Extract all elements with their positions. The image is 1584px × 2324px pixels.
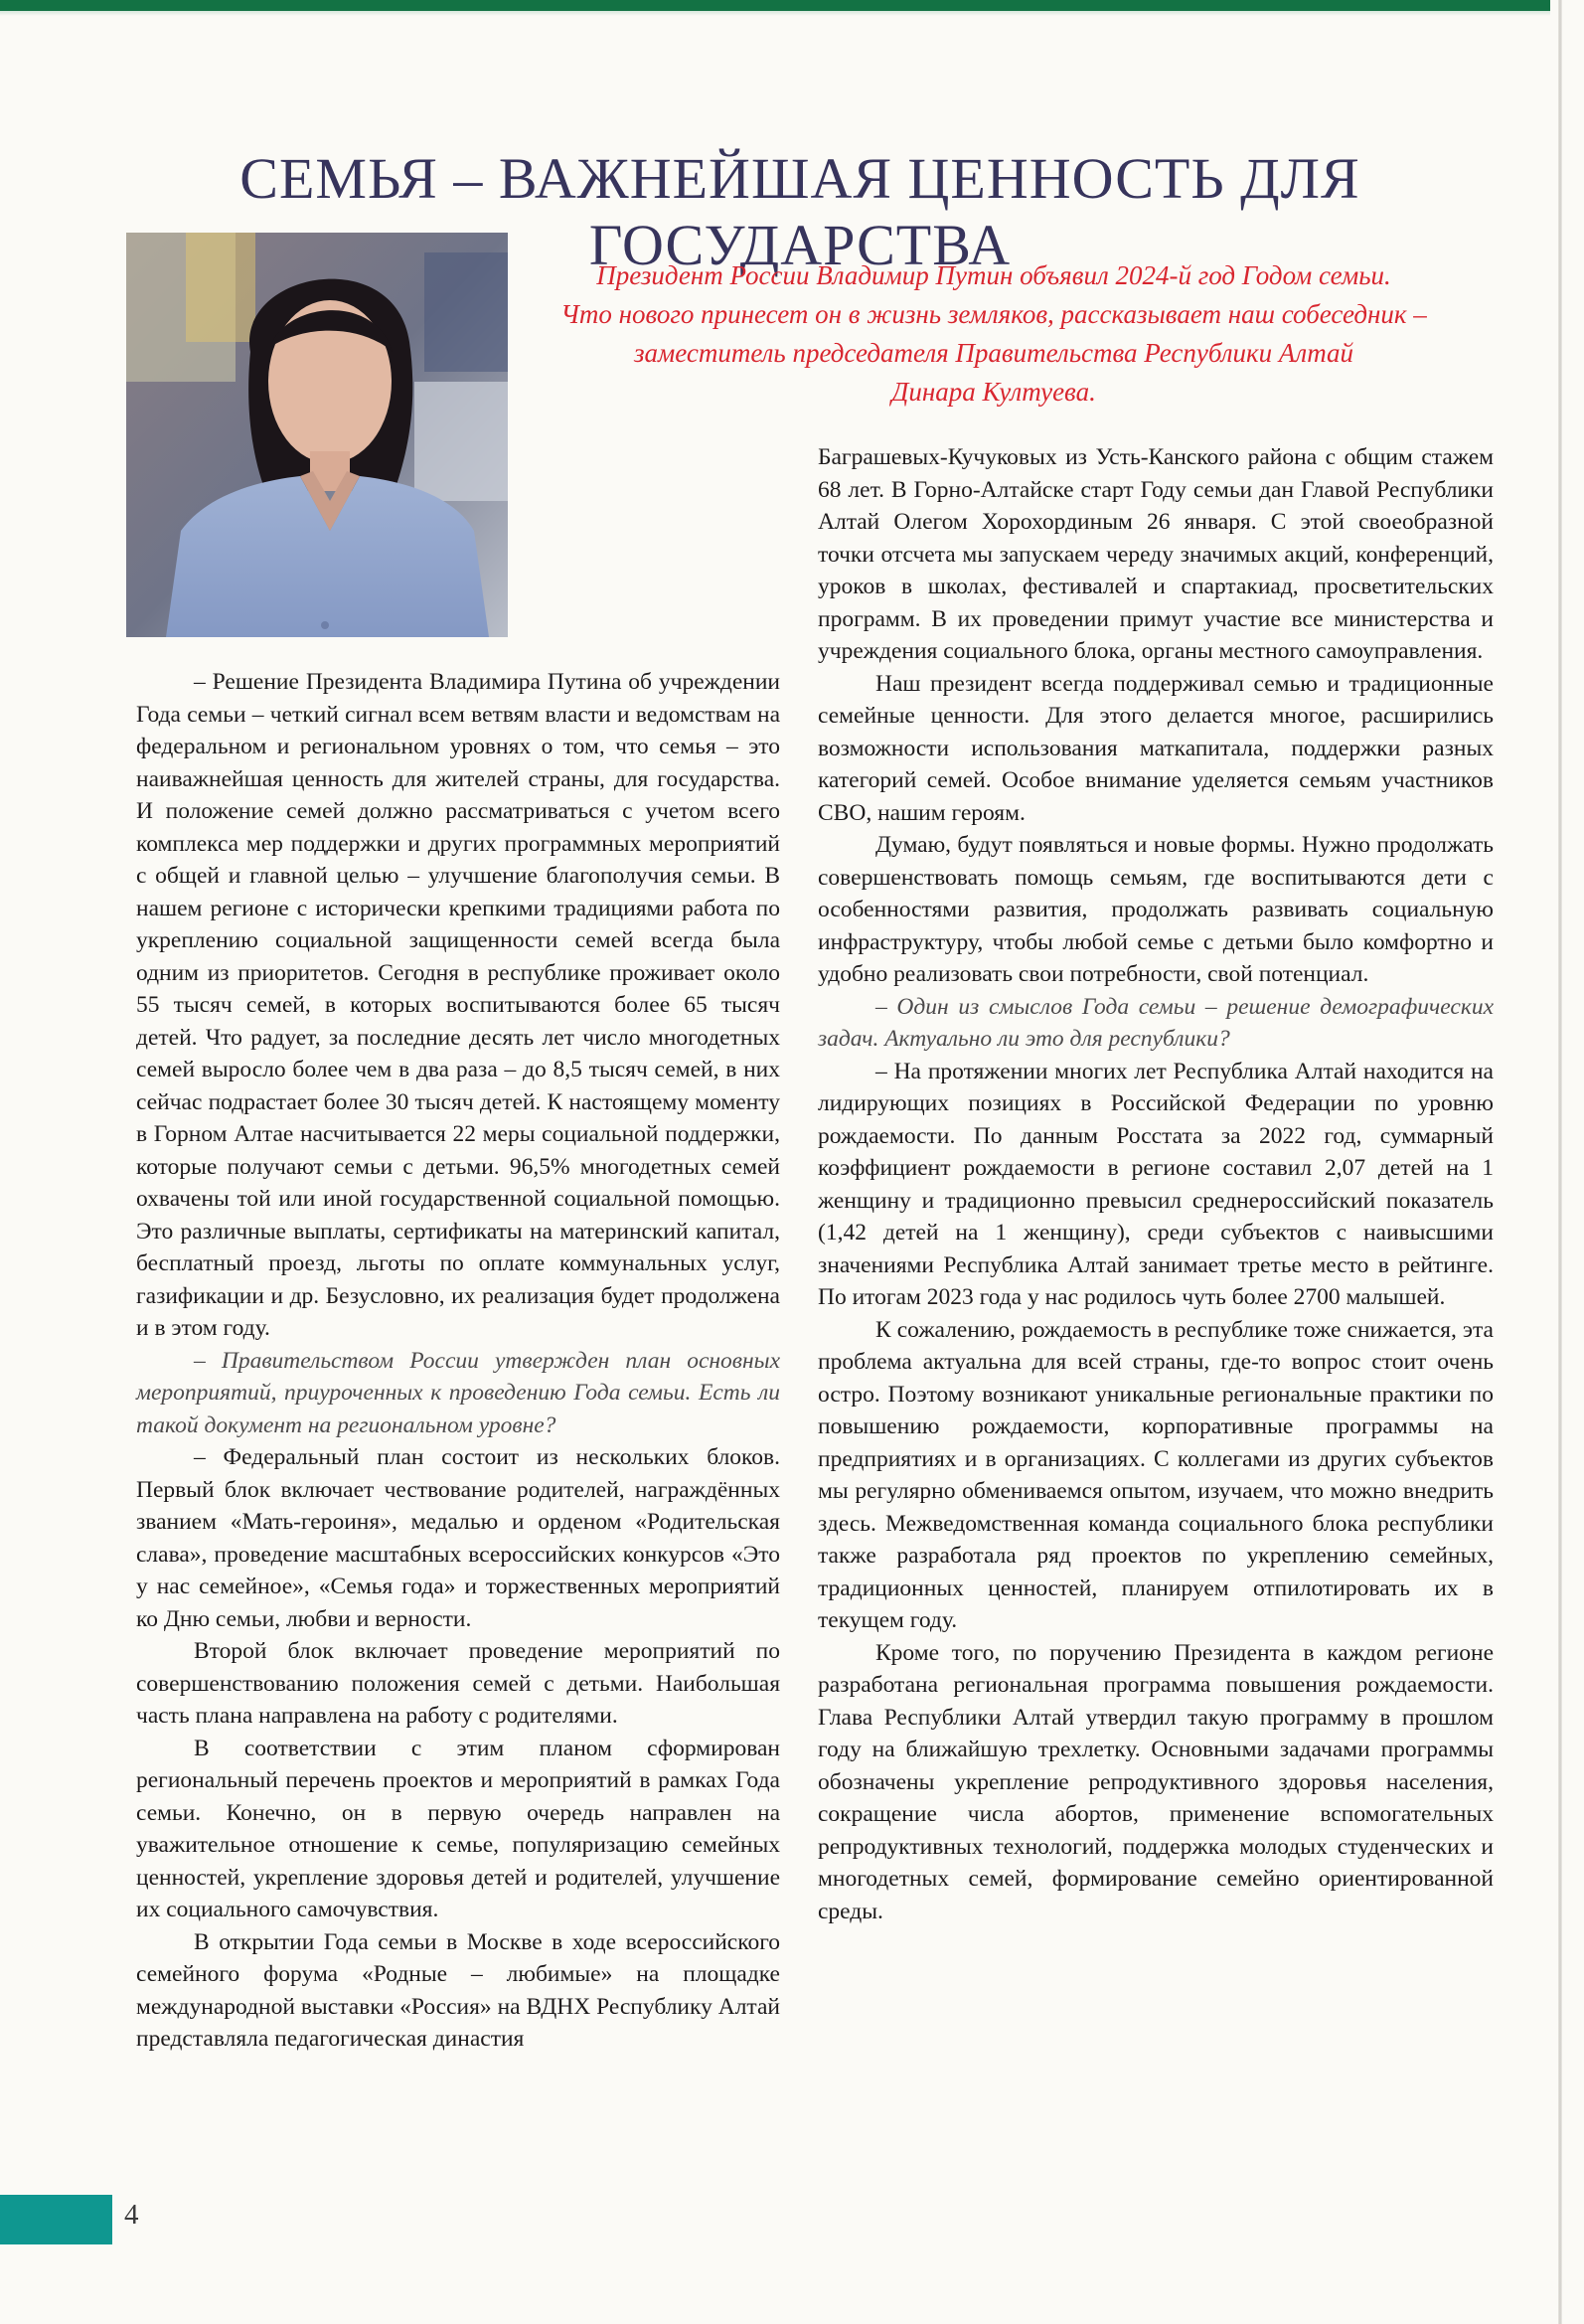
left-column <box>136 666 780 2056</box>
paragraph: В соответствии с этим планом сформирован региональный перечень проектов и мероприятий в рамках Года семьи. Конечно, он в первую очередь направлен на уважительное отношение к семье, популяризацию семейных ценностей, укрепление здоровья детей и родителей, улучшение их социального самочувствия. <box>136 1735 780 1922</box>
paragraph: К сожалению, рождаемость в республике тоже снижается, эта проблема актуальна для всей страны, где-то вопрос стоит очень остро. Поэтому возникают уникальные региональные практики по повышению рождаемости, корпоративные программы на предприятиях и в организациях. С коллегами из других субъектов мы регулярно обмениваемся опытом, изучаем, что можно внедрить здесь. Межведомственная команда социального блока республики также разработала ряд проектов по укреплению семейных, традиционных ценностей, планируем отпилотировать их в текущем году. <box>818 1316 1494 1633</box>
article-title: СЕМЬЯ – ВАЖНЕЙШАЯ ЦЕННОСТЬ ДЛЯ ГОСУДАРСТВА <box>239 146 1360 277</box>
paragraph: Баграшевых-Кучуковых из Усть-Канского района с общим стажем 68 лет. В Горно-Алтайске старт Году семьи дан Главой Республики Алтай Олегом Хорохординым 26 января. С этой своеобразной точки отсчета мы запускаем череду значимых акций, конференций, уроков в школах, фестивалей и спартакиад, просветительских программ. В их проведении примут участие все министерства и учреждения социального блока, органы местного самоуправления. <box>818 444 1494 664</box>
paragraph: Наш президент всегда поддерживал семью и традиционные семейные ценности. Для этого делается многое, расширились возможности использования маткапитала, поддержки разных категорий семей. Особое внимание уделяется семьям участников СВО, нашим героям. <box>818 670 1494 826</box>
page-number: 4 <box>124 2199 139 2231</box>
interview-question: – Один из смыслов Года семьи – решение демографических задач. Актуально ли это для республики? <box>818 993 1494 1052</box>
paragraph: Думаю, будут появляться и новые формы. Нужно продолжать совершенствовать помощь семьям, где воспитываются дети с особенностями развития, продолжать развивать социальную инфраструктуру, чтобы любой семье с детьми было комфортно и удобно реализовать свои потребности, свой потенциал. <box>818 832 1494 987</box>
right-column <box>818 441 1494 1927</box>
paragraph: – На протяжении многих лет Республика Алтай находится на лидирующих позициях в Российской Федерации по уровню рождаемости. По данным Росстата за 2022 год, суммарный коэффициент рождаемости в регионе составил 2,07 детей на 1 женщину и традиционно превысил среднероссийский показатель (1,42 детей на 1 женщину), среди субъектов с наивысшими значениями Республика Алтай занимает третье место в рейтинге. По итогам 2023 года у нас родилось чуть более 2700 малышей. <box>818 1058 1494 1310</box>
article-lede <box>467 256 1520 412</box>
lede-line: Что нового принесет он в жизнь земляков, рассказывает наш собеседник – <box>560 299 1427 329</box>
lede-line: Динара Култуева. <box>891 377 1096 407</box>
lede-line: заместитель председателя Правительства Республики Алтай <box>633 338 1354 368</box>
paragraph: В открытии Года семьи в Москве в ходе всероссийского семейного форума «Родные – любимые» на площадке международной выставки «Россия» на ВДНХ Республику Алтай представляла педагогическая династия <box>136 1928 780 2052</box>
paragraph: – Решение Президента Владимира Путина об учреждении Года семьи – четкий сигнал всем ветвям власти и ведомствам на федеральном и региональном уровнях о том, что семья – это наиважнейшая ценность для жителей страны, для государства. И положение семей должно рассматриваться с учетом всего комплекса мер поддержки и других программных мероприятий с общей и главной целью – улучшение благополучия семьи. В нашем регионе с исторически крепкими традициями работа по укреплению социальной защищенности семей всегда была одним из приоритетов. Сегодня в республике проживает около 55 тысяч семей, в которых воспитываются более 65 тысяч детей. Что радует, за последние десять лет число многодетных семей выросло более чем в два раза – до 8,5 тысяч семей, в них сейчас подрастает более 30 тысяч детей. К настоящему моменту в Горном Алтае насчитывается 22 меры социальной поддержки, которые получают семьи с детьми. 96,5% многодетных семей охвачены той или иной государственной социальной помощью. Это различные выплаты, сертификаты на материнский капитал, бесплатный проезд, льготы по оплате коммунальных услуг, газификации и др. Безусловно, их реализация будет продолжена и в этом году. <box>136 669 780 1341</box>
top-decorative-bar <box>0 0 1550 11</box>
page-tab <box>0 2195 112 2244</box>
paragraph: – Федеральный план состоит из нескольких блоков. Первый блок включает чествование родителей, награждённых званием «Мать-героиня», медалью и орденом «Родительская слава», проведение масштабных всероссийских конкурсов «Это у нас семейное», «Семья года» и торжественных мероприятий ко Дню семьи, любви и верности. <box>136 1444 780 1632</box>
lede-line: Президент России Владимир Путин объявил 2024-й год Годом семьи. <box>596 260 1391 290</box>
top-bar-shadow <box>0 11 1550 16</box>
paragraph: Второй блок включает проведение мероприятий по совершенствованию положения семей с детьми. Наибольшая часть плана направлена на работу с родителями. <box>136 1638 780 1729</box>
portrait-photo <box>126 233 508 637</box>
page-edge <box>1558 0 1562 2324</box>
interview-question: – Правительством России утвержден план основных мероприятий, приуроченных к проведению Года семьи. Есть ли такой документ на региональном уровне? <box>136 1347 780 1438</box>
paragraph: Кроме того, по поручению Президента в каждом регионе разработана региональная программа повышения рождаемости. Глава Республики Алтай утвердил такую программу в прошлом году на ближайшую трехлетку. Основными задачами программы обозначены укрепление репродуктивного здоровья населения, сокращение числа абортов, применение вспомогательных репродуктивных технологий, поддержка молодых студенческих и многодетных семей, формирование семейно ориентированной среды. <box>818 1639 1494 1924</box>
